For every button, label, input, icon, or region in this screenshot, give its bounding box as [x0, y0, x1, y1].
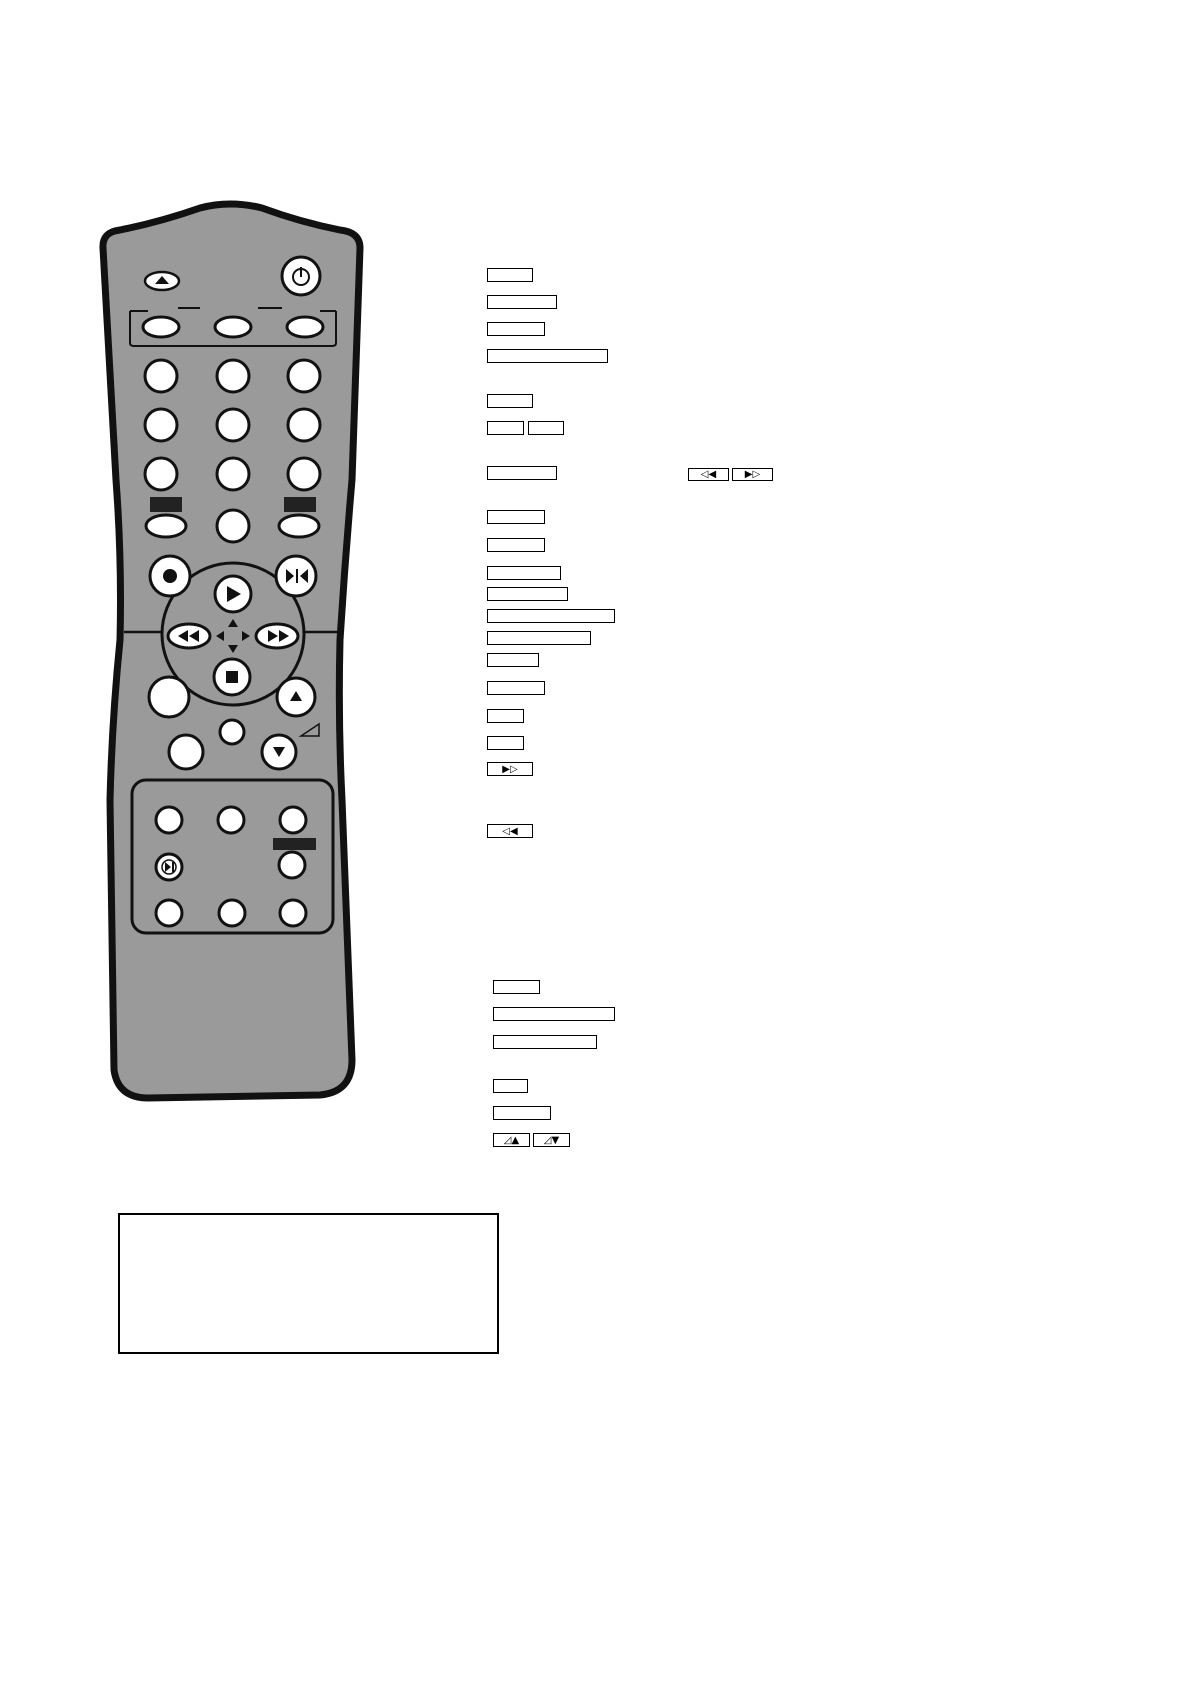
key-ref-4: [487, 349, 608, 363]
key-ref-3: [487, 322, 545, 336]
rewind-icon: ◁◀: [700, 469, 717, 480]
label-block-right: [284, 497, 316, 512]
digit-button-3[interactable]: [288, 360, 320, 392]
volume-up-icon: ◿▲: [503, 1134, 520, 1146]
key-ref-25b: [533, 1133, 570, 1147]
record-icon: [163, 569, 177, 583]
key-ref-18: [487, 762, 533, 776]
digit-button-1[interactable]: [145, 360, 177, 392]
key-ref-20: [493, 980, 540, 994]
key-ref-6b: [528, 421, 564, 435]
panel-button-4[interactable]: [279, 852, 305, 878]
note-box: [118, 1213, 499, 1354]
left-oval-button[interactable]: [146, 515, 186, 537]
panel-button-1[interactable]: [156, 807, 182, 833]
number-keypad: [145, 360, 320, 490]
large-left-button[interactable]: [149, 677, 189, 717]
panel-button-3[interactable]: [280, 807, 306, 833]
digit-button-2[interactable]: [217, 360, 249, 392]
key-ref-2: [487, 295, 557, 309]
key-ref-10: [487, 566, 561, 580]
right-oval-button[interactable]: [279, 515, 319, 537]
digit-button-9[interactable]: [288, 458, 320, 490]
volume-down-icon: ◿▼: [543, 1134, 560, 1146]
panel-button-7[interactable]: [280, 900, 306, 926]
label-block-left: [150, 497, 182, 512]
fast-forward-icon: ▶▷: [502, 763, 518, 775]
key-ref-23: [493, 1079, 528, 1093]
panel-button-5[interactable]: [156, 900, 182, 926]
digit-button-8[interactable]: [217, 458, 249, 490]
lower-left-button[interactable]: [169, 735, 203, 769]
key-ref-12: [487, 609, 615, 623]
key-ref-6a: [487, 421, 524, 435]
key-ref-8: [487, 510, 545, 524]
key-ref-19: [487, 824, 533, 838]
key-ref-24: [493, 1106, 551, 1120]
key-ref-16: [487, 709, 524, 723]
panel-button-2[interactable]: [218, 807, 244, 833]
key-ref-11: [487, 587, 568, 601]
key-ref-5: [487, 394, 533, 408]
mode-button-1[interactable]: [143, 317, 179, 337]
mode-button-2[interactable]: [215, 317, 251, 337]
fast-forward-icon: ▶▷: [744, 469, 761, 480]
key-ref-7: [487, 466, 557, 480]
key-ref-7-forward: [732, 468, 773, 481]
key-ref-7-rewind: [688, 468, 729, 481]
digit-button-7[interactable]: [145, 458, 177, 490]
stop-icon: [226, 671, 238, 683]
key-ref-21: [493, 1007, 615, 1021]
digit-button-0[interactable]: [217, 510, 249, 542]
key-ref-14: [487, 653, 539, 667]
digit-button-4[interactable]: [145, 409, 177, 441]
key-ref-25a: [493, 1133, 530, 1147]
key-ref-15: [487, 681, 545, 695]
key-ref-17: [487, 736, 524, 750]
key-ref-9: [487, 538, 545, 552]
key-ref-13: [487, 631, 591, 645]
mode-button-3[interactable]: [287, 317, 323, 337]
key-ref-1: [487, 268, 533, 282]
small-center-button[interactable]: [220, 720, 244, 744]
digit-button-6[interactable]: [288, 409, 320, 441]
panel-button-6[interactable]: [219, 900, 245, 926]
label-block-panel: [273, 838, 316, 850]
key-ref-22: [493, 1035, 597, 1049]
rewind-icon: ◁◀: [502, 825, 518, 837]
digit-button-5[interactable]: [217, 409, 249, 441]
